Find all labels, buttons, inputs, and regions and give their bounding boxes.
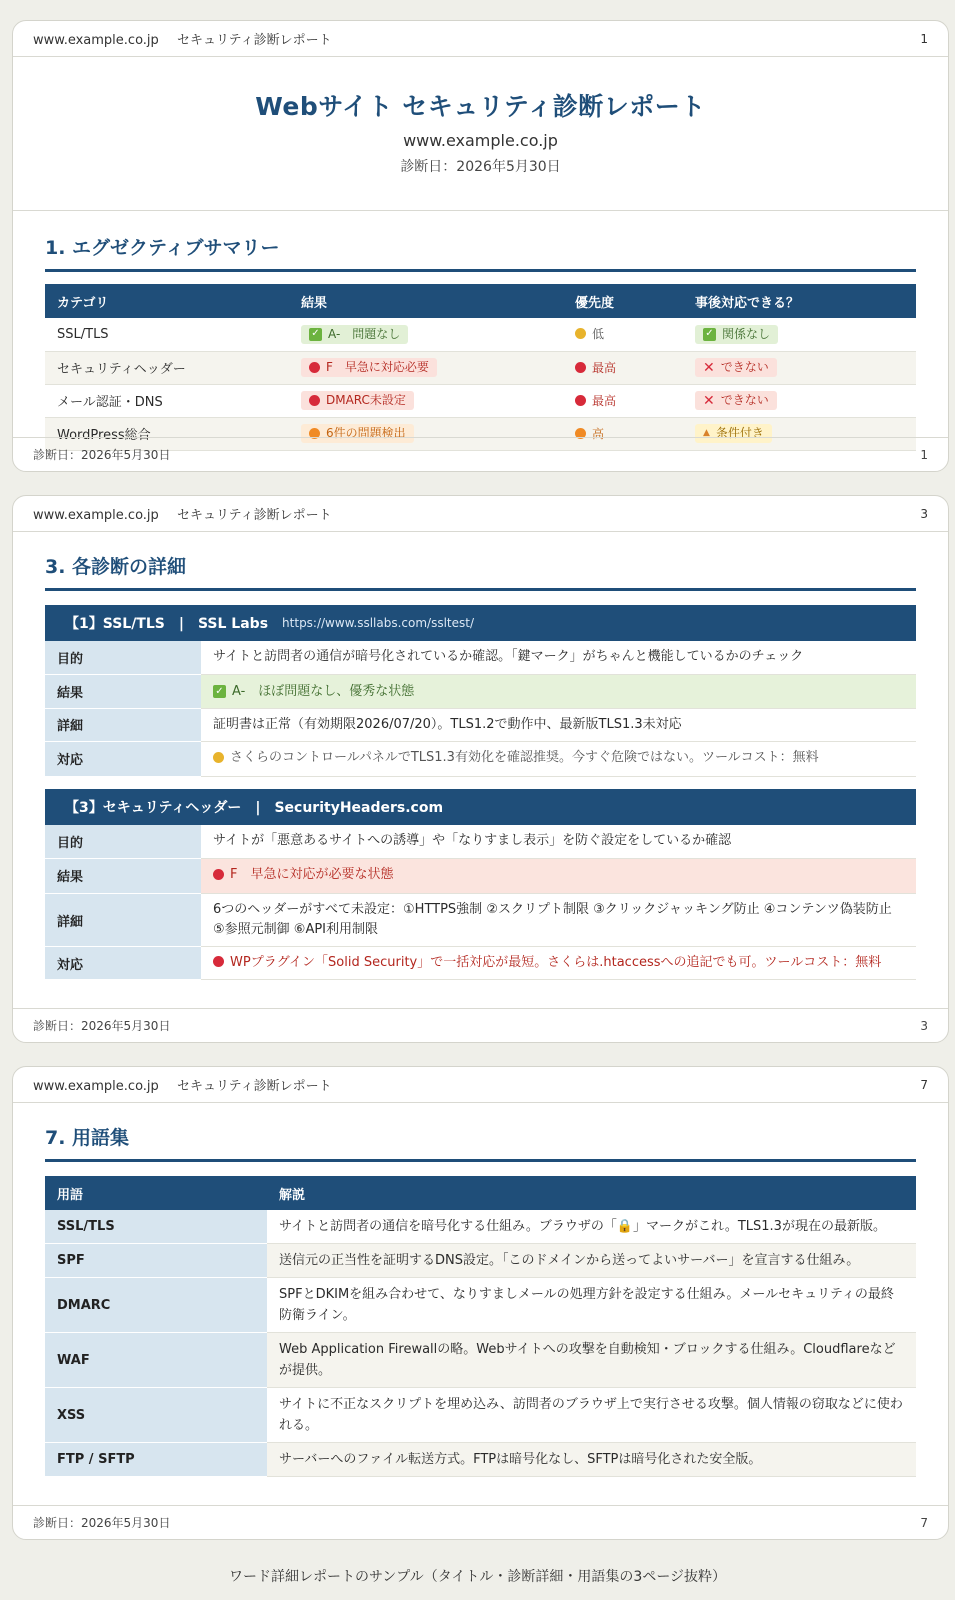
table-row	[45, 1443, 916, 1477]
check-icon: ✓	[703, 328, 716, 341]
column-header: 解説	[267, 1176, 916, 1210]
detail-row	[45, 947, 916, 980]
after-badge: ✓ 関係なし	[695, 325, 778, 344]
after-badge: ▲ 条件付き	[695, 424, 772, 443]
detail-row	[45, 741, 916, 777]
detail-block-headers	[45, 789, 916, 980]
red-circle-icon	[575, 362, 586, 373]
row-value: WPプラグイン「Solid Security」で一括対応が最短。さくらは.htaccessへの追記でも可。ツールコスト：無料	[201, 947, 916, 980]
footer-date: 診断日：2026年5月30日	[33, 1019, 171, 1033]
report-page-3	[12, 495, 949, 1043]
priority-label: 最高	[575, 392, 616, 409]
description-cell: 送信元の正当性を証明するDNS設定。「このドメインから送ってよいサーバー」を宣言する仕組み。	[267, 1244, 916, 1278]
category-cell: SSL/TLS	[45, 318, 289, 351]
red-circle-icon	[213, 869, 224, 880]
cross-icon: ✕	[703, 359, 715, 376]
page-header	[13, 1067, 948, 1103]
row-value: 証明書は正常（有効期限2026/07/20）。TLS1.2で動作中、最新版TLS1.3未対応	[201, 708, 916, 741]
row-value: ✓ A- ほぼ問題なし、優秀な状態	[201, 674, 916, 708]
description-cell: サーバーへのファイル転送方式。FTPは暗号化なし、SFTPは暗号化された安全版。	[267, 1443, 916, 1477]
report-page-7	[12, 1066, 949, 1540]
detail-row	[45, 708, 916, 741]
row-value: 6つのヘッダーがすべて未設定：①HTTPS強制 ②スクリプト制限 ③クリックジャッキング防止 ④コンテンツ偽装防止 ⑤参照元制御 ⑥API利用制限	[201, 894, 916, 947]
row-label: 結果	[45, 674, 201, 708]
table-row	[45, 1278, 916, 1333]
table-row	[45, 384, 916, 417]
row-value: サイトが「悪意あるサイトへの誘導」や「なりすまし表示」を防ぐ設定をしているか確認	[201, 825, 916, 858]
status-badge: ✓ A- 問題なし	[301, 325, 408, 344]
page-number: 3	[920, 506, 928, 521]
priority-label: 低	[575, 325, 604, 342]
term-cell: FTP / SFTP	[45, 1443, 267, 1477]
table-row	[45, 1388, 916, 1443]
term-cell: DMARC	[45, 1278, 267, 1333]
description-cell: サイトに不正なスクリプトを埋め込み、訪問者のブラウザ上で実行させる攻撃。個人情報の窃取などに使われる。	[267, 1388, 916, 1443]
page-header	[13, 496, 948, 532]
row-value: F 早急に対応が必要な状態	[201, 858, 916, 894]
detail-row	[45, 674, 916, 708]
row-label: 対応	[45, 741, 201, 777]
cross-icon: ✕	[703, 392, 715, 409]
detail-block-title: 【3】セキュリティヘッダー | SecurityHeaders.com	[65, 800, 444, 816]
report-date: 診断日：2026年5月30日	[400, 159, 561, 175]
page-header	[13, 21, 948, 57]
status-badge: F 早急に対応必要	[301, 358, 437, 377]
detail-block-header	[45, 789, 916, 825]
red-circle-icon	[309, 362, 320, 373]
yellow-circle-icon	[575, 328, 586, 339]
column-header: 結果	[289, 284, 563, 318]
section-title: 1. エグゼクティブサマリー	[45, 233, 916, 272]
term-cell: SSL/TLS	[45, 1210, 267, 1244]
category-cell: WordPress総合	[45, 417, 289, 450]
header-report-name: セキュリティ診断レポート	[176, 1079, 332, 1094]
header-report-name: セキュリティ診断レポート	[176, 508, 332, 523]
table-row	[45, 1333, 916, 1388]
row-label: 対応	[45, 947, 201, 980]
row-value: サイトと訪問者の通信が暗号化されているか確認。「鍵マーク」がちゃんと機能しているかのチェック	[201, 641, 916, 674]
check-icon: ✓	[213, 685, 226, 698]
detail-block-title: 【1】SSL/TLS | SSL Labs	[65, 616, 269, 632]
page-footer	[13, 1008, 948, 1042]
page-number: 1	[920, 31, 928, 46]
category-cell: メール認証・DNS	[45, 384, 289, 417]
column-header: カテゴリ	[45, 284, 289, 318]
glossary-table	[45, 1176, 916, 1477]
row-label: 結果	[45, 858, 201, 894]
report-subtitle: www.example.co.jp	[403, 131, 558, 150]
table-row	[45, 318, 916, 351]
category-cell: セキュリティヘッダー	[45, 351, 289, 384]
priority-label: 最高	[575, 359, 616, 376]
after-badge: ✕ できない	[695, 358, 777, 377]
yellow-circle-icon	[213, 752, 224, 763]
detail-row	[45, 641, 916, 674]
detail-row	[45, 894, 916, 947]
header-report-name: セキュリティ診断レポート	[176, 33, 332, 48]
header-site: www.example.co.jp	[33, 33, 159, 48]
figure-caption: ワード詳細レポートのサンプル（タイトル・診断詳細・用語集の3ページ抜粋）	[228, 1569, 727, 1585]
row-label: 目的	[45, 825, 201, 858]
status-badge: DMARC未設定	[301, 391, 414, 410]
description-cell: SPFとDKIMを組み合わせて、なりすましメールの処理方針を設定する仕組み。メールセキュリティの最終防衛ライン。	[267, 1278, 916, 1333]
row-label: 詳細	[45, 894, 201, 947]
page-number: 3	[920, 1018, 928, 1033]
check-icon: ✓	[309, 328, 322, 341]
priority-label: 高	[575, 425, 604, 442]
row-value: さくらのコントロールパネルでTLS1.3有効化を確認推奨。今すぐ危険ではない。ツールコスト：無料	[201, 741, 916, 777]
red-circle-icon	[309, 395, 320, 406]
page-number: 1	[920, 447, 928, 462]
term-cell: SPF	[45, 1244, 267, 1278]
header-site: www.example.co.jp	[33, 508, 159, 523]
warning-triangle-icon: ▲	[703, 428, 710, 438]
section-title: 7. 用語集	[45, 1123, 916, 1162]
status-badge: 6件の問題検出	[301, 424, 414, 443]
term-cell: XSS	[45, 1388, 267, 1443]
row-label: 目的	[45, 641, 201, 674]
summary-table	[45, 284, 916, 451]
term-cell: WAF	[45, 1333, 267, 1388]
tool-url: https://www.ssllabs.com/ssltest/	[282, 616, 475, 630]
detail-row	[45, 825, 916, 858]
table-row	[45, 1244, 916, 1278]
footer-date: 診断日：2026年5月30日	[33, 1516, 171, 1530]
header-site: www.example.co.jp	[33, 1079, 159, 1094]
table-row	[45, 1210, 916, 1244]
detail-block-header	[45, 605, 916, 641]
page-number: 7	[920, 1077, 928, 1092]
page-number: 7	[920, 1515, 928, 1530]
footer-date: 診断日：2026年5月30日	[33, 448, 171, 462]
red-circle-icon	[575, 395, 586, 406]
report-title: Webサイト セキュリティ診断レポート	[255, 92, 706, 121]
column-header: 事後対応できる？	[683, 284, 916, 318]
detail-row	[45, 858, 916, 894]
section-title: 3. 各診断の詳細	[45, 552, 916, 591]
red-circle-icon	[213, 956, 224, 967]
page-footer	[13, 437, 948, 471]
column-header: 用語	[45, 1176, 267, 1210]
detail-block-ssl	[45, 605, 916, 777]
after-badge: ✕ できない	[695, 391, 777, 410]
row-label: 詳細	[45, 708, 201, 741]
description-cell: Web Application Firewallの略。Webサイトへの攻撃を自動検知・ブロックする仕組み。Cloudflareなどが提供。	[267, 1333, 916, 1388]
description-cell: サイトと訪問者の通信を暗号化する仕組み。ブラウザの「🔒」マークがこれ。TLS1.3が現在の最新版。	[267, 1210, 916, 1244]
report-page-1	[12, 20, 949, 472]
title-block	[13, 57, 948, 211]
table-row	[45, 351, 916, 384]
page-footer	[13, 1505, 948, 1539]
column-header: 優先度	[563, 284, 683, 318]
